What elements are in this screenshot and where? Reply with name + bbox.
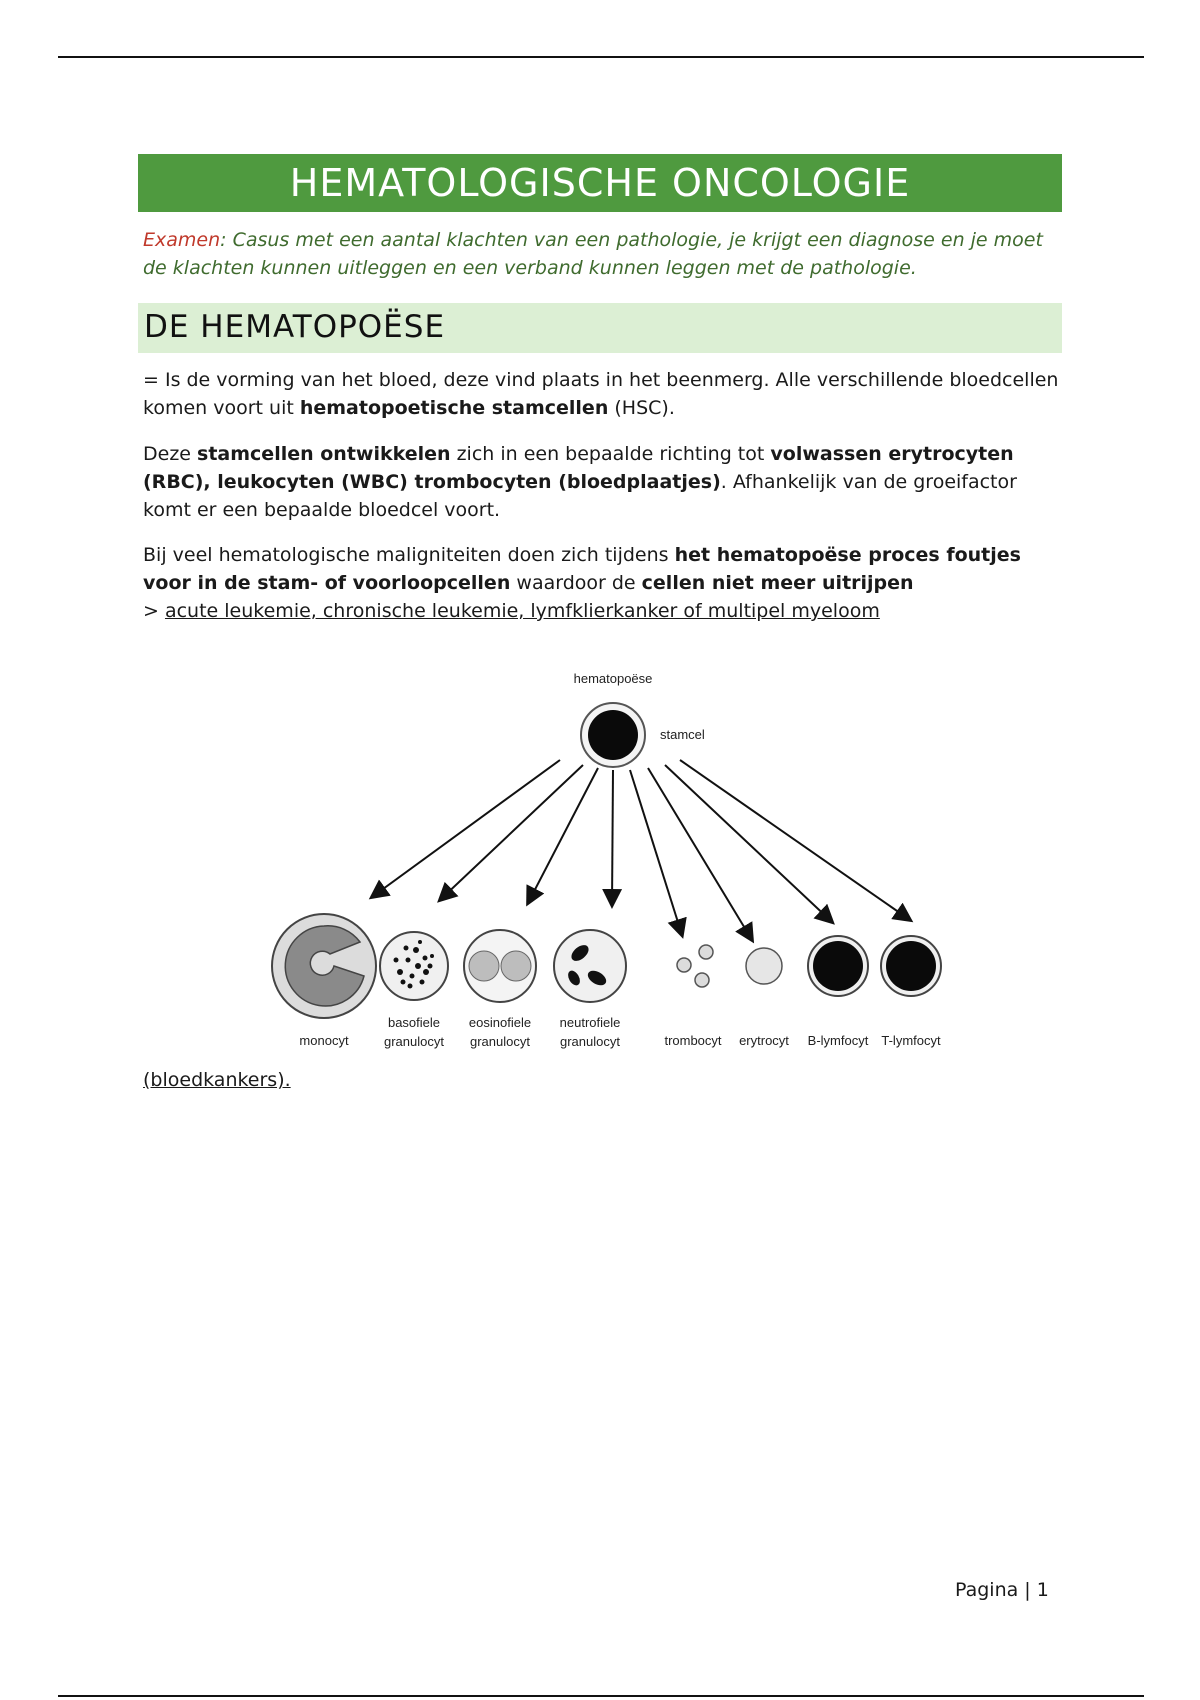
bloedkankers-note: (bloedkankers).: [143, 1069, 291, 1091]
page-title: HEMATOLOGISCHE ONCOLOGIE: [138, 154, 1062, 212]
text-run: >: [143, 600, 165, 622]
cell-label: erytrocyt: [739, 1033, 789, 1048]
cell-label: monocyt: [299, 1033, 349, 1048]
cell-label: B-lymfocyt: [807, 1033, 869, 1048]
text-run: . Afhankelijk van de groeifactor komt er een bepaalde bloedcel voort.: [143, 471, 1017, 521]
cell-label: neutrofiele: [559, 1015, 621, 1030]
cell-label: trombocyt: [664, 1033, 722, 1048]
text-run: = Is de vorming van het bloed, deze vind plaats in het beenmerg. Alle verschillende bloedcellen komen voort uit: [143, 369, 1059, 419]
bold-run: cellen niet meer uitrijpen: [641, 572, 914, 594]
hematopoiesis-diagram: [260, 660, 960, 1060]
bold-run: volwassen erytrocyten (RBC), leukocyten (WBC) trombocyten (bloedplaatjes): [143, 443, 1014, 493]
paragraph-development: [143, 440, 1063, 524]
text-run: waardoor de: [510, 572, 642, 594]
cell-label: eosinofiele: [468, 1015, 532, 1030]
exam-text: Casus met een aantal klachten van een pathologie, je krijgt een diagnose en je moet de klachten kunnen uitleggen en een verband kunnen leggen met de pathologie.: [143, 229, 1043, 279]
text-run: Bij veel hematologische maligniteiten doen zich tijdens: [143, 544, 675, 566]
b-lymphocyte-cell: [808, 936, 868, 996]
paragraph-definition: [143, 366, 1063, 422]
monocyte-cell: [272, 914, 376, 1018]
section-heading: [138, 303, 1062, 353]
erythrocyte-cell: [746, 948, 782, 984]
text-run: zich in een bepaalde richting tot: [450, 443, 771, 465]
text-run: (HSC).: [608, 397, 675, 419]
cell-label: basofiele: [387, 1015, 441, 1030]
stem-cell: [581, 703, 645, 767]
section-heading-text: DE HEMATOPOËSE: [144, 309, 446, 345]
stem-cell-label: stamcel: [660, 727, 705, 742]
exam-note: [143, 226, 1063, 282]
basophil-cell: [380, 932, 448, 1000]
exam-sep: :: [220, 229, 227, 251]
cell-label: T-lymfocyt: [881, 1033, 941, 1048]
exam-label: Examen: [143, 229, 221, 251]
differentiation-arrows: [372, 760, 910, 940]
t-lymphocyte-cell: [881, 936, 941, 996]
thrombocyte-cells: [677, 945, 713, 987]
bold-run: stamcellen ontwikkelen: [197, 443, 451, 465]
diagram-title: hematopoëse: [573, 671, 653, 686]
text-run: Deze: [143, 443, 198, 465]
cell-label: granulocyt: [470, 1034, 530, 1049]
bold-run: hematopoetische stamcellen: [299, 397, 609, 419]
paragraph-malignancies: [143, 541, 1063, 625]
footer-rule: [58, 1695, 1144, 1697]
header-rule: [58, 56, 1144, 58]
eosinophil-cell: [464, 930, 536, 1002]
neutrophil-cell: [554, 930, 626, 1002]
cell-label: granulocyt: [384, 1034, 444, 1049]
page-number: Pagina | 1: [955, 1579, 1049, 1601]
cell-label: granulocyt: [560, 1034, 620, 1049]
bold-run: het hematopoëse proces foutjes voor in de stam- of voorloopcellen: [143, 544, 1021, 594]
underlined-run: acute leukemie, chronische leukemie, lymfklierkanker of multipel myeloom: [164, 600, 880, 622]
